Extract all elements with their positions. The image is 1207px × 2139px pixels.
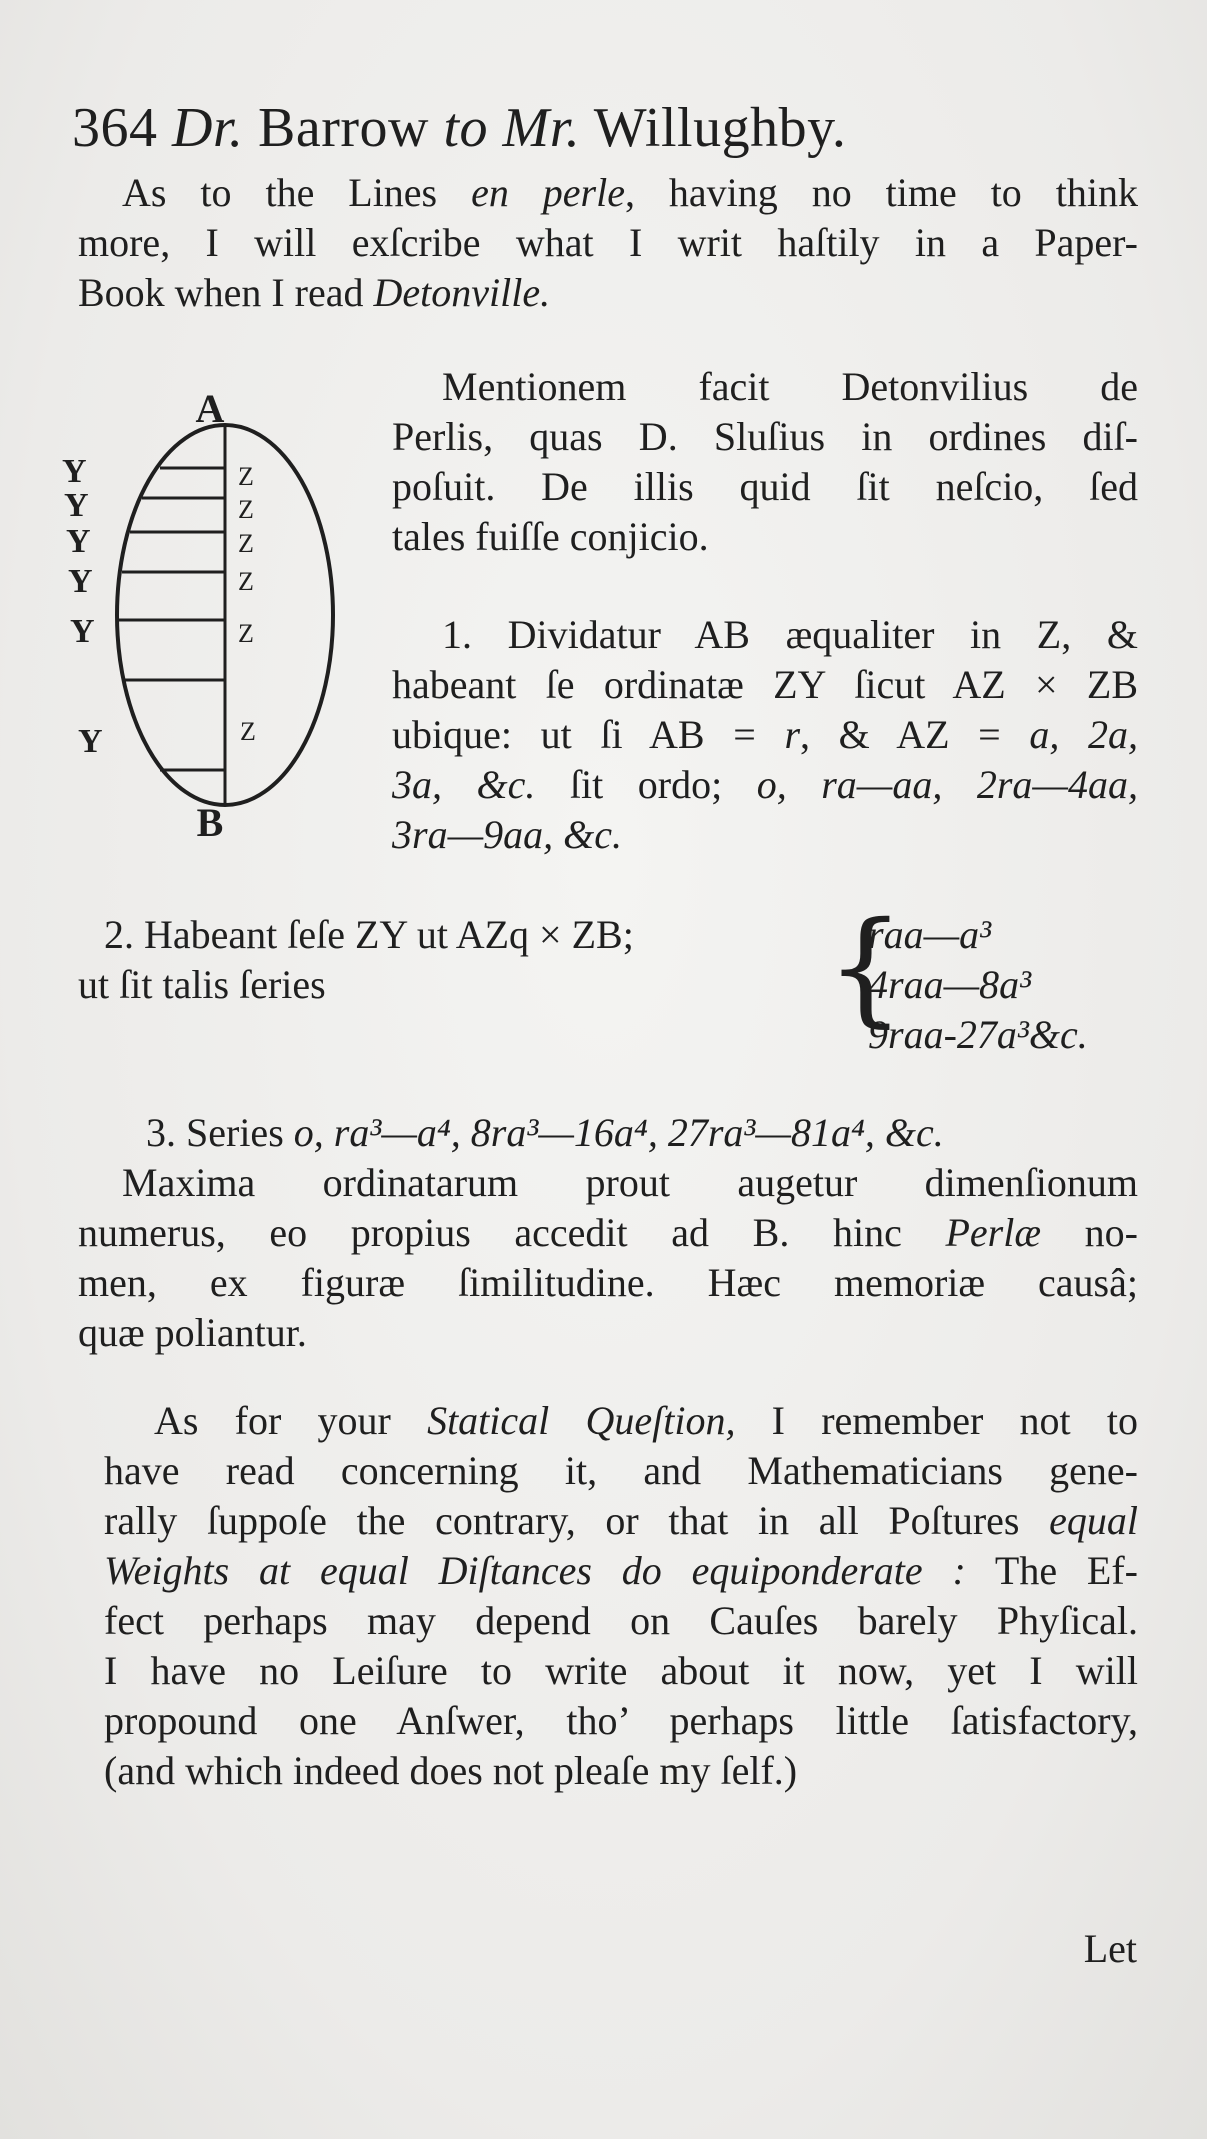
svg-text:Y: Y [62, 453, 87, 490]
figure-label-b: B [196, 800, 224, 840]
header-barrow: Barrow [258, 97, 429, 159]
svg-text:Z: Z [238, 567, 254, 596]
item-1: 1. Dividatur AB æqualiter in Z, & habeant ſe ordinatæ ZY ſicut AZ × ZB ubique: ut ſi AB = r, & AZ = a, 2a, 3a, &c. ſit ordo; o, ra—aa, 2ra—4aa, 3ra—9aa, &c. [392, 612, 1138, 857]
svg-text:Y: Y [66, 523, 91, 560]
figure-label-a: A [195, 386, 225, 431]
statical-question-paragraph: As for your Statical Queſtion, I remember not to have read concerning it, and Mathematicians gene- rally ſuppoſe the contrary, or that in all Poſtures equal Weights at equal Diſtances do equiponderate : The Ef- fect perhaps may depend on Cauſes barely Phyſical. I have no Leiſure to write about it now, yet I will propound one Anſwer, tho’ perhaps little ſatisfactory, (and which indeed does not pleaſe my ſelf.) [104, 1398, 1138, 1793]
header-dr: Dr. [172, 97, 244, 159]
svg-text:Y: Y [68, 563, 93, 600]
page-number: 364 [72, 97, 158, 159]
svg-text:Z: Z [240, 717, 256, 746]
series-term-1: raa—a³ [868, 912, 992, 957]
item-2-line-2: ut ſit talis ſeries [78, 962, 326, 1007]
svg-text:Y: Y [64, 487, 89, 524]
item-2-line-1: 2. Habeant ſeſe ZY ut AZq × ZB; [104, 912, 634, 957]
perle-figure [60, 380, 340, 840]
svg-text:Z: Z [238, 619, 254, 648]
svg-text:Y: Y [70, 613, 95, 650]
item-3: 3. Series o, ra³—a⁴, 8ra³—16a⁴, 27ra³—81a⁴, &c. Maxima ordinatarum prout augetur dimenſionum numerus, eo propius accedit ad B. hinc Perlæ no- men, ex figuræ ſimilitudine. Hæc memoriæ causâ; quæ poliantur. [78, 1110, 1138, 1355]
series-brace: { [826, 896, 905, 1040]
en-perle-italic: en perle [471, 170, 625, 215]
series-term-3: 9raa-27a³&c. [868, 1012, 1088, 1057]
z-labels [238, 462, 256, 746]
svg-text:Z: Z [238, 462, 254, 491]
svg-text:Z: Z [238, 495, 254, 524]
running-header [72, 96, 846, 160]
svg-text:Z: Z [238, 529, 254, 558]
detonville-italic: Detonville. [373, 270, 551, 315]
y-labels [62, 453, 103, 760]
header-willughby: Willughby. [593, 97, 847, 159]
svg-text:Y: Y [78, 723, 103, 760]
catchword: Let [1083, 1926, 1137, 1971]
header-to: to [443, 97, 489, 159]
header-mr: Mr. [502, 97, 581, 159]
latin-intro: Mentionem facit Detonvilius de Perlis, quas D. Sluſius in ordines diſ- poſuit. De illis quid ſit neſcio, ſed tales fuiſſe conjicio. [392, 364, 1138, 559]
series-term-2: 4raa—8a³ [868, 962, 1032, 1007]
opening-paragraph: As to the Lines en perle, having no time to think more, I will exſcribe what I writ haſtily in a Paper- Book when I read Detonville. [78, 170, 1138, 315]
